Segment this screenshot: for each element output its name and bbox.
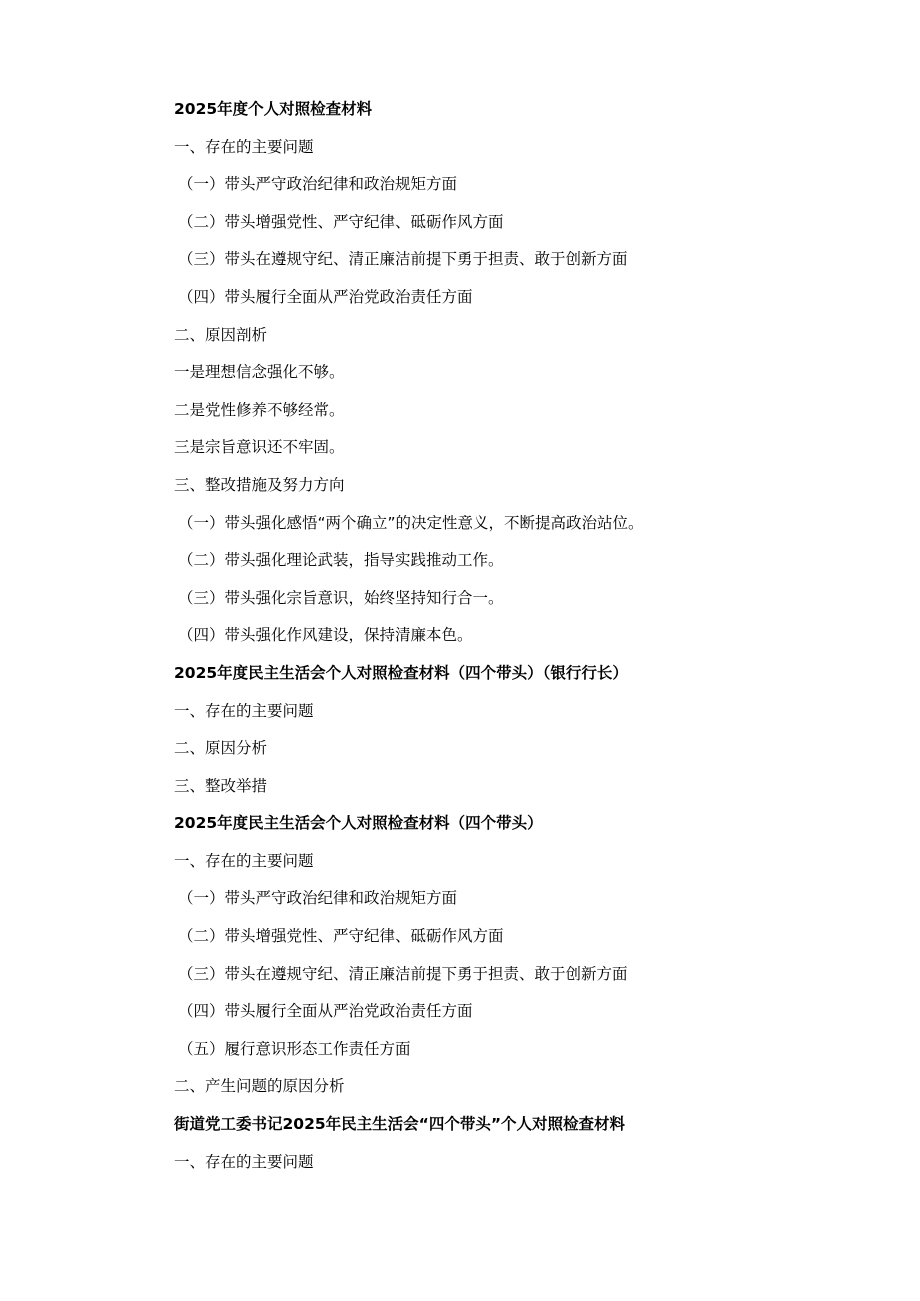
subsection-item: （二）带头增强党性、严守纪律、砥砺作风方面 <box>178 927 504 946</box>
section-heading: 一、存在的主要问题 <box>174 137 314 156</box>
subsection-item: （一）带头严守政治纪律和政治规矩方面 <box>178 889 458 908</box>
section-heading: 三、整改措施及努力方向 <box>174 475 345 494</box>
section-heading: 一、存在的主要问题 <box>174 851 314 870</box>
subsection-item: （三）带头在遵规守纪、清正廉洁前提下勇于担责、敢于创新方面 <box>178 250 628 269</box>
paragraph: 二是党性修养不够经常。 <box>174 400 345 419</box>
subsection-item: （二）带头增强党性、严守纪律、砥砺作风方面 <box>178 212 504 231</box>
subsection-item: （一）带头强化感悟“两个确立”的决定性意义，不断提高政治站位。 <box>178 513 644 532</box>
subsection-item: （三）带头在遵规守纪、清正廉洁前提下勇于担责、敢于创新方面 <box>178 964 628 983</box>
document-title: 2025年度民主生活会个人对照检查材料（四个带头）（银行行长） <box>174 663 628 682</box>
section-heading: 一、存在的主要问题 <box>174 1152 314 1171</box>
section-heading: 二、原因剖析 <box>174 325 268 344</box>
document-title: 街道党工委书记2025年民主生活会“四个带头”个人对照检查材料 <box>174 1115 626 1134</box>
document-title: 2025年度民主生活会个人对照检查材料（四个带头） <box>174 814 543 833</box>
subsection-item: （四）带头履行全面从严治党政治责任方面 <box>178 1002 473 1021</box>
subsection-item: （三）带头强化宗旨意识，始终坚持知行合一。 <box>178 588 504 607</box>
subsection-item: （四）带头强化作风建设，保持清廉本色。 <box>178 626 473 645</box>
subsection-item: （二）带头强化理论武装，指导实践推动工作。 <box>178 551 504 570</box>
subsection-item: （四）带头履行全面从严治党政治责任方面 <box>178 287 473 306</box>
subsection-item: （五）履行意识形态工作责任方面 <box>178 1039 411 1058</box>
paragraph: 三是宗旨意识还不牢固。 <box>174 438 345 457</box>
subsection-item: （一）带头严守政治纪律和政治规矩方面 <box>178 175 458 194</box>
section-heading: 一、存在的主要问题 <box>174 701 314 720</box>
section-heading: 二、原因分析 <box>174 739 268 758</box>
document-title: 2025年度个人对照检查材料 <box>174 100 373 118</box>
section-heading: 三、整改举措 <box>174 776 268 795</box>
document-body <box>174 96 834 1186</box>
section-heading: 二、产生问题的原因分析 <box>174 1077 345 1096</box>
paragraph: 一是理想信念强化不够。 <box>174 363 345 382</box>
